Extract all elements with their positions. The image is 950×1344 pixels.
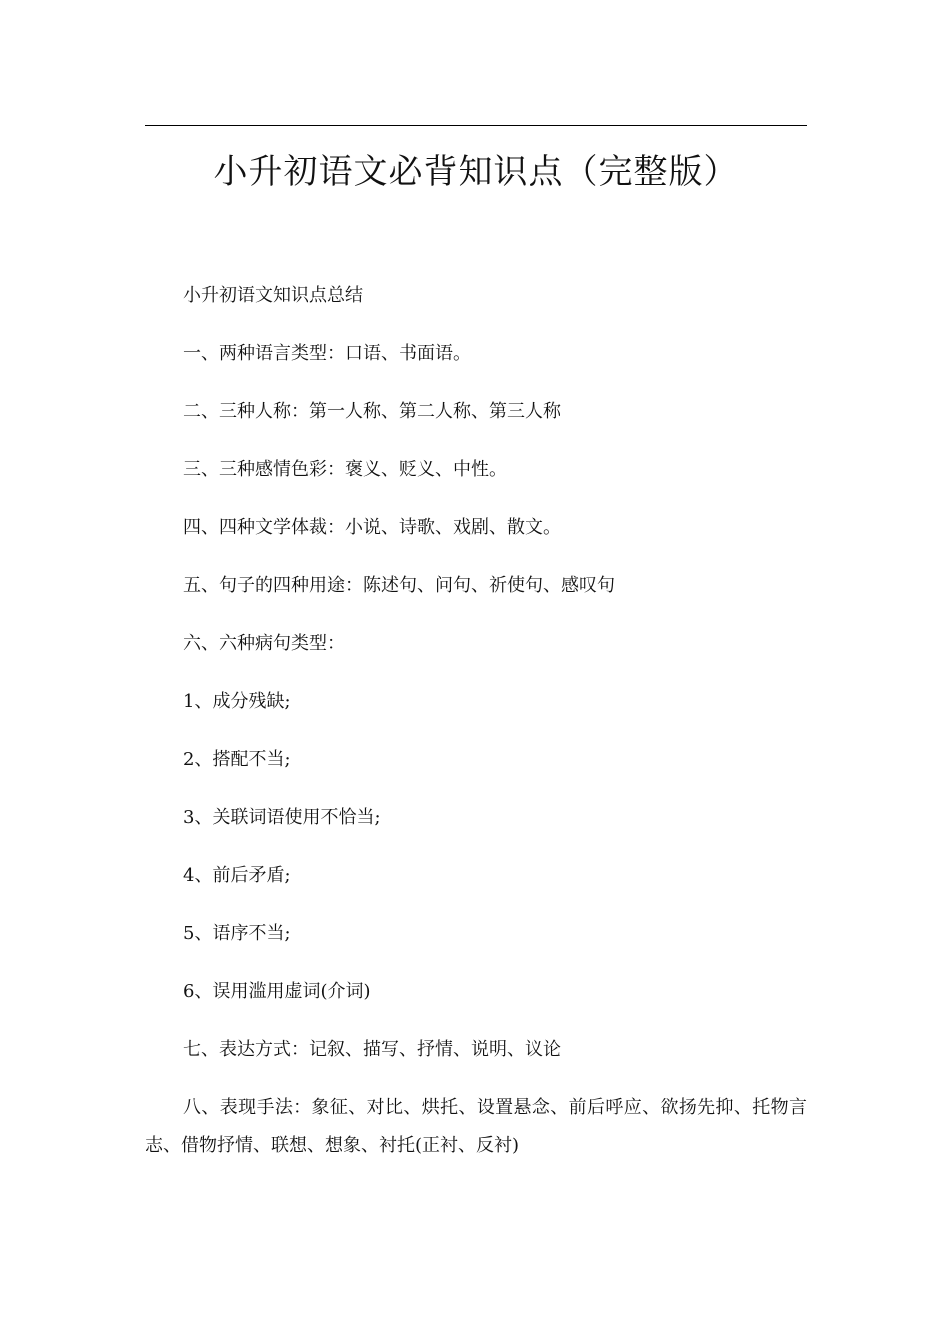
list-item: 6、误用滥用虚词(介词) xyxy=(183,981,371,1002)
list-item: 1、成分残缺; xyxy=(183,691,291,712)
paragraph-expressive-techniques: 八、表现手法：象征、对比、烘托、设置悬念、前后呼应、欲扬先抑、托物言志、借物抒情、联想、想象、衬托(正衬、反衬) xyxy=(145,1097,807,1156)
list-item: 2、搭配不当; xyxy=(183,749,291,770)
list-item: 3、关联词语使用不恰当; xyxy=(183,807,381,828)
header-rule xyxy=(145,125,807,126)
document-body xyxy=(145,283,807,1197)
list-item: 5、语序不当; xyxy=(183,923,291,944)
paragraph-sentence-uses: 五、句子的四种用途：陈述句、问句、祈使句、感叹句 xyxy=(183,575,615,596)
paragraph-emotional-colors: 三、三种感情色彩：褒义、贬义、中性。 xyxy=(183,459,507,480)
document-title: 小升初语文必背知识点（完整版） xyxy=(213,152,739,192)
paragraph-persons: 二、三种人称：第一人称、第二人称、第三人称 xyxy=(183,401,561,422)
list-item: 4、前后矛盾; xyxy=(183,865,291,886)
paragraph-expression-modes: 七、表达方式：记叙、描写、抒情、说明、议论 xyxy=(183,1039,561,1060)
paragraph-language-types: 一、两种语言类型：口语、书面语。 xyxy=(183,343,471,364)
paragraph-faulty-sentence-types: 六、六种病句类型： xyxy=(183,633,345,654)
paragraph-literary-genres: 四、四种文学体裁：小说、诗歌、戏剧、散文。 xyxy=(183,517,561,538)
summary-heading: 小升初语文知识点总结 xyxy=(183,285,363,306)
